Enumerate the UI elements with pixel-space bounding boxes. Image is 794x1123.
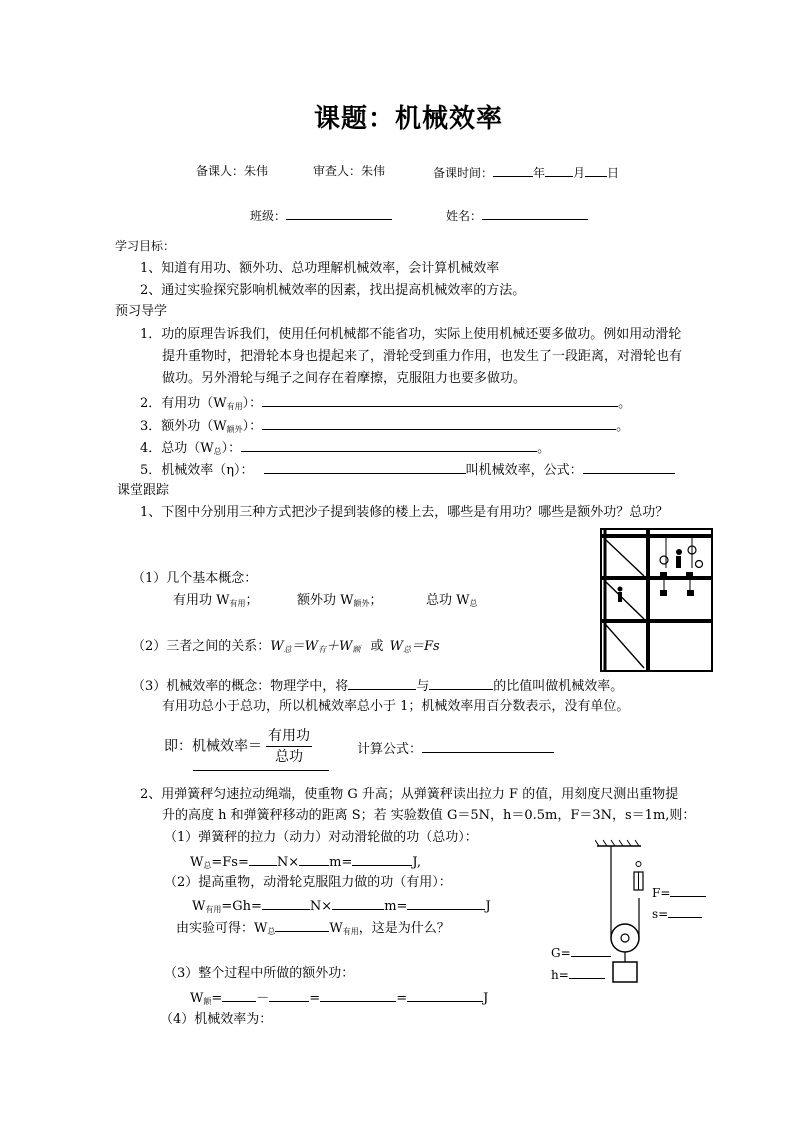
reviewer: 审查人：朱伟 bbox=[313, 164, 386, 178]
month-label: 月 bbox=[573, 166, 586, 180]
extra-work-blank[interactable] bbox=[262, 415, 616, 430]
label-s: s= bbox=[652, 903, 702, 923]
fraction-underline bbox=[193, 770, 329, 771]
preview-q3: 3．额外功$(W_{额外})$： 。 bbox=[140, 415, 629, 440]
year-label: 年 bbox=[533, 166, 546, 180]
s-blank[interactable] bbox=[668, 903, 702, 918]
class-label: 班级： bbox=[250, 209, 287, 223]
preview-q4: 4．总功$(W_总)$： 。 bbox=[140, 437, 550, 462]
ratio-blank-2[interactable] bbox=[429, 675, 493, 690]
preview-p1-line2: 提升重物时，把滑轮本身也提起来了，滑轮受到重力作用，也发生了一段距离，对滑轮也有 bbox=[162, 349, 683, 364]
name-field bbox=[446, 205, 588, 225]
useful-work-blank[interactable] bbox=[262, 392, 618, 407]
calc-formula-blank[interactable] bbox=[422, 738, 554, 753]
classwork-heading: 课堂跟踪 bbox=[117, 483, 170, 498]
force-blank[interactable] bbox=[249, 851, 277, 866]
prep-time bbox=[433, 162, 619, 182]
year-blank[interactable] bbox=[493, 162, 533, 177]
q2-step2-eq: $W_{有用}=Gh= N\times m= J$ bbox=[192, 895, 491, 920]
preview-heading: 预习导学 bbox=[115, 304, 168, 319]
compare-blank[interactable] bbox=[275, 917, 329, 932]
preview-p1-line3: 做功。另外滑轮与绳子之间存在着摩擦，克服阻力也要多做功。 bbox=[162, 371, 527, 386]
useful-work-result-blank[interactable] bbox=[407, 895, 485, 910]
preview-q5: 5．机械效率（η）： 叫机械效率，公式： bbox=[140, 459, 675, 481]
extra-blank-3[interactable] bbox=[320, 987, 396, 1002]
scaffold-figure bbox=[600, 528, 715, 674]
prep-time-label: 备课时间： bbox=[433, 166, 494, 180]
height-blank[interactable] bbox=[332, 895, 384, 910]
weight-blank[interactable] bbox=[262, 895, 310, 910]
concept-useful: 有用功 $W_{有用}$； bbox=[173, 593, 259, 608]
day-blank[interactable] bbox=[585, 162, 607, 177]
G-blank[interactable] bbox=[571, 942, 611, 957]
q2-compare: 由实验可得：$W_总$ $W_{有用}$，这是为什么？ bbox=[176, 917, 450, 942]
calc-formula: 计算公式： bbox=[357, 738, 554, 760]
q2-line1: 2、用弹簧秤匀速拉动绳端，使重物 G 升高；从弹簧秤读出拉力 F 的值，用刻度尺测出重物提 bbox=[140, 787, 679, 802]
h-blank[interactable] bbox=[569, 964, 605, 979]
label-G: G= bbox=[551, 942, 611, 962]
distance-blank[interactable] bbox=[299, 851, 329, 866]
q2-step3: （3）整个过程中所做的额外功： bbox=[164, 966, 355, 981]
goals-heading: 学习目标： bbox=[115, 239, 176, 253]
goal-item-2: 2、通过实验探究影响机械效率的因素，找出提高机械效率的方法。 bbox=[140, 283, 526, 298]
total-work-blank[interactable] bbox=[241, 437, 537, 452]
concept-heading: （1）几个基本概念： bbox=[132, 571, 258, 586]
q2-step2: （2）提高重物，动滑轮克服阻力做的功（有用）： bbox=[164, 875, 452, 890]
q2-step1-eq: $W_总=Fs= N\times m= J$, bbox=[190, 851, 421, 876]
day-label: 日 bbox=[607, 166, 620, 180]
total-work-result-blank[interactable] bbox=[352, 851, 412, 866]
class-blank[interactable] bbox=[286, 205, 392, 220]
name-blank[interactable] bbox=[482, 205, 588, 220]
efficiency-fraction: $\frac{\text{有用功}}{\text{总功}}$ bbox=[268, 728, 310, 765]
F-blank[interactable] bbox=[670, 882, 706, 897]
efficiency-definition: 即：机械效率＝ $\frac{\text{有用功}}{\text{总功}}$ bbox=[164, 728, 310, 765]
label-h: h= bbox=[551, 964, 605, 984]
relation-formula-2: $W_总=Fs$ bbox=[389, 639, 440, 654]
extra-blank-2[interactable] bbox=[269, 987, 309, 1002]
month-blank[interactable] bbox=[545, 162, 573, 177]
preview-p1-line1: 1．功的原理告诉我们，使用任何机械都不能省功，实际上使用机械还要多做功。例如用动滑轮 bbox=[140, 327, 682, 342]
efficiency-concept: （3）机械效率的概念：物理学中，将 与 的比值叫做机械效率。 bbox=[132, 675, 623, 697]
name-label: 姓名： bbox=[446, 209, 483, 223]
q2-step4: （4）机械效率为： bbox=[160, 1012, 273, 1027]
concept-total: 总功 $W_总$ bbox=[426, 593, 478, 608]
goal-item-1: 1、知道有用功、额外功、总功理解机械效率，会计算机械效率 bbox=[140, 261, 500, 276]
ratio-blank-1[interactable] bbox=[348, 675, 416, 690]
efficiency-def-blank[interactable] bbox=[264, 459, 466, 474]
efficiency-formula-blank[interactable] bbox=[583, 459, 675, 474]
classwork-q1: 1、下图中分别用三种方式把沙子提到装修的楼上去，哪些是有用功？哪些是额外功？总功？ bbox=[140, 505, 669, 520]
class-field bbox=[250, 205, 392, 225]
label-F: F= bbox=[652, 882, 706, 902]
page-title: 课题：机械效率 bbox=[314, 104, 504, 134]
q2-step3-eq: $W_额=$ － = = J bbox=[190, 987, 488, 1012]
preparer: 备课人：朱伟 bbox=[196, 164, 269, 178]
relation-line: （2）三者之间的关系：$W_总=W_有+W_额$ 或 $W_总=Fs$ bbox=[132, 639, 440, 654]
concept-extra: 额外功 $W_{额外}$； bbox=[297, 593, 383, 608]
efficiency-note: 有用功总小于总功，所以机械效率总小于 1；机械效率用百分数表示，没有单位。 bbox=[162, 699, 630, 714]
q2-line2: 升的高度 h 和弹簧秤移动的距离 S；若 实验数值 G＝5N，h＝0.5m，F＝3N，s＝1m,则： bbox=[162, 808, 696, 823]
relation-formula: $W_总=W_有+W_额$ bbox=[270, 639, 361, 654]
extra-blank-1[interactable] bbox=[222, 987, 256, 1002]
preview-q2: 2．有用功$(W_{有用})$： 。 bbox=[140, 392, 631, 417]
extra-result-blank[interactable] bbox=[407, 987, 483, 1002]
q2-step1: （1）弹簧秤的拉力（动力）对动滑轮做的功（总功）： bbox=[164, 830, 478, 845]
